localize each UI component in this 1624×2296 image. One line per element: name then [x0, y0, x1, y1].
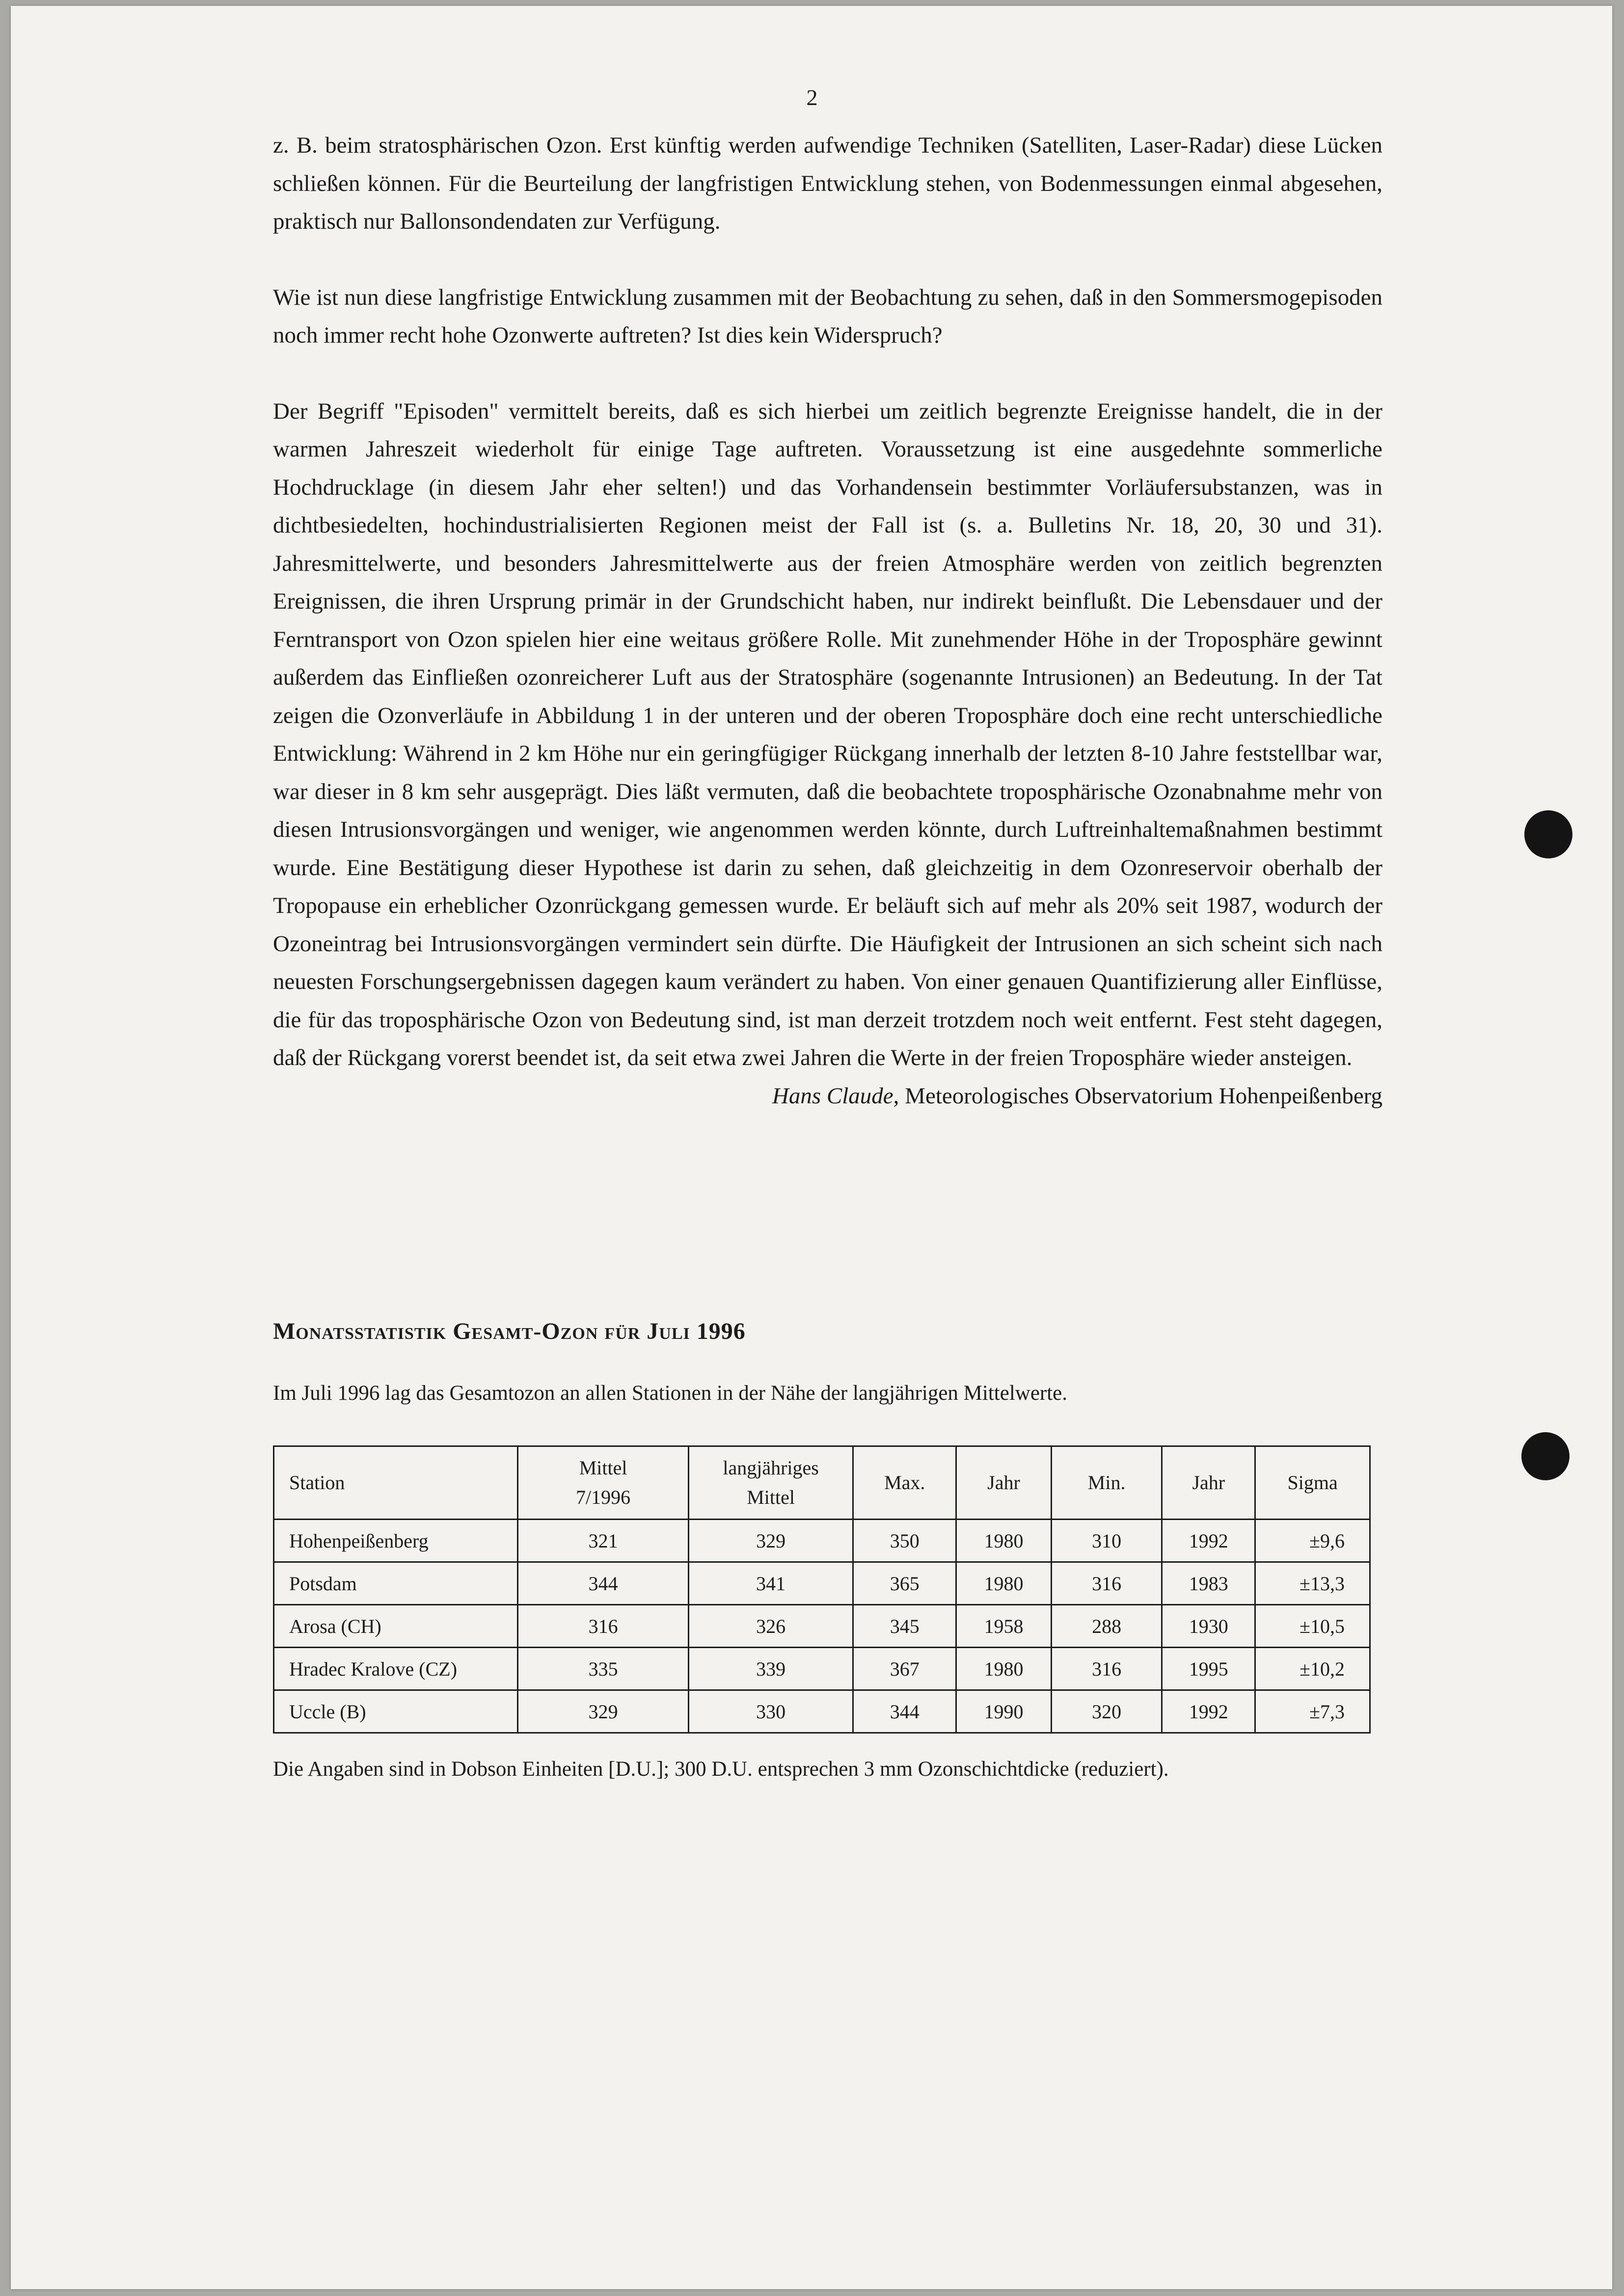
cell-min: 316	[1051, 1648, 1162, 1690]
cell-min-jahr: 1992	[1162, 1520, 1255, 1562]
cell-min-jahr: 1992	[1162, 1690, 1255, 1733]
cell-min-jahr: 1930	[1162, 1605, 1255, 1648]
table-row	[274, 1690, 1370, 1733]
cell-langjaehrig: 341	[688, 1562, 853, 1605]
cell-station: Uccle (B)	[274, 1690, 518, 1733]
cell-min-jahr: 1995	[1162, 1648, 1255, 1690]
header-station: Station	[274, 1446, 518, 1520]
header-max: Max.	[853, 1446, 956, 1520]
header-min: Min.	[1051, 1446, 1162, 1520]
cell-max-jahr: 1980	[956, 1648, 1052, 1690]
header-mittel-line1: Mittel	[579, 1457, 627, 1479]
cell-max: 367	[853, 1648, 956, 1690]
table-footnote: Die Angaben sind in Dobson Einheiten [D.U.]; 300 D.U. entsprechen 3 mm Ozonschichtdicke (reduziert).	[273, 1758, 1169, 1781]
header-langjaehrig-line2: Mittel	[747, 1486, 795, 1508]
table-header-row	[274, 1446, 1370, 1520]
cell-station: Hohenpeißenberg	[274, 1520, 518, 1562]
cell-min: 316	[1051, 1562, 1162, 1605]
author-institution: , Meteorologisches Observatorium Hohenpeißenberg	[893, 1083, 1382, 1109]
paragraph: Wie ist nun diese langfristige Entwicklung zusammen mit der Beobachtung zu sehen, daß in den Sommersmogepisoden noch immer recht hohe Ozonwerte auftreten? Ist dies kein Widerspruch?	[273, 284, 1382, 348]
cell-sigma: ±10,5	[1255, 1605, 1370, 1648]
cell-mittel: 316	[518, 1605, 688, 1648]
cell-sigma: ±10,2	[1255, 1648, 1370, 1690]
cell-mittel: 344	[518, 1562, 688, 1605]
cell-max-jahr: 1958	[956, 1605, 1052, 1648]
punch-hole-lower	[1521, 1432, 1570, 1480]
cell-langjaehrig: 339	[688, 1648, 853, 1690]
ozone-statistics-table	[273, 1445, 1371, 1734]
paragraph: z. B. beim stratosphärischen Ozon. Erst künftig werden aufwendige Techniken (Satelliten, Laser-Radar) diese Lücken schließen können. Für die Beurteilung der langfristigen Entwicklung stehen, von Bodenmessungen einmal abgesehen, praktisch nur Ballonsondendaten zur Verfügung.	[273, 133, 1382, 234]
page-number: 2	[806, 85, 818, 110]
header-langjaehrig-line1: langjähriges	[723, 1457, 819, 1479]
cell-max: 350	[853, 1520, 956, 1562]
cell-max: 345	[853, 1605, 956, 1648]
cell-min: 310	[1051, 1520, 1162, 1562]
cell-station: Arosa (CH)	[274, 1605, 518, 1648]
table-row	[274, 1520, 1370, 1562]
article-body	[273, 127, 1382, 1115]
cell-langjaehrig: 329	[688, 1520, 853, 1562]
cell-mittel: 335	[518, 1648, 688, 1690]
cell-sigma: ±9,6	[1255, 1520, 1370, 1562]
paragraph: Der Begriff "Episoden" vermittelt bereits, daß es sich hierbei um zeitlich begrenzte Ereignisse handelt, die in der warmen Jahreszeit wiederholt für einige Tage auftreten. Voraussetzung ist eine ausgedehnte sommerliche Hochdrucklage (in diesem Jahr eher selten!) und das Vorhandensein bestimmter Vorläufersubstanzen, was in dichtbesiedelten, hochindustrialisierten Regionen meist der Fall ist (s. a. Bulletins Nr. 18, 20, 30 und 31). Jahresmittelwerte, und besonders Jahresmittelwerte aus der freien Atmosphäre werden von zeitlich begrenzten Ereignissen, die ihren Ursprung primär in der Grundschicht haben, nur indirekt beinflußt. Die Lebensdauer und der Ferntransport von Ozon spielen hier eine weitaus größere Rolle. Mit zunehmender Höhe in der Troposphäre gewinnt außerdem das Einfließen ozonreicherer Luft aus der Stratosphäre (sogenannte Intrusionen) an Bedeutung. In der Tat zeigen die Ozonverläufe in Abbildung 1 in der unteren und der oberen Troposphäre doch eine recht unterschiedliche Entwicklung: Während in 2 km Höhe nur ein geringfügiger Rückgang innerhalb der letzten 8-10 Jahre feststellbar war, war dieser in 8 km sehr ausgeprägt. Dies läßt vermuten, daß die beobachtete troposphärische Ozonabnahme mehr von diesen Intrusionsvorgängen und weniger, wie angenommen werden könnte, durch Luftreinhaltemaßnahmen bestimmt wurde. Eine Bestätigung dieser Hypothese ist darin zu sehen, daß gleichzeitig in dem Ozonreservoir oberhalb der Tropopause ein erheblicher Ozonrückgang gemessen wurde. Er beläuft sich auf mehr als 20% seit 1987, wodurch der Ozoneintrag bei Intrusionsvorgängen vermindert sein dürfte. Die Häufigkeit der Intrusionen an sich scheint sich nach neuesten Forschungsergebnissen dagegen kaum verändert zu haben. Von einer genauen Quantifizierung aller Einflüsse, die für das troposphärische Ozon von Bedeutung sind, ist man derzeit trotzdem noch weit entfernt. Fest steht dagegen, daß der Rückgang vorerst beendet ist, da seit etwa zwei Jahren die Werte in der freien Troposphäre wieder ansteigen.	[273, 398, 1382, 1070]
header-min-jahr: Jahr	[1162, 1446, 1255, 1520]
cell-station: Potsdam	[274, 1562, 518, 1605]
cell-station: Hradec Kralove (CZ)	[274, 1648, 518, 1690]
header-max-jahr: Jahr	[956, 1446, 1052, 1520]
punch-hole-upper	[1524, 810, 1572, 858]
cell-max: 344	[853, 1690, 956, 1733]
cell-max: 365	[853, 1562, 956, 1605]
header-mittel	[518, 1446, 688, 1520]
cell-min: 320	[1051, 1690, 1162, 1733]
header-mittel-line2: 7/1996	[576, 1486, 631, 1508]
section-title: Monatsstatistik Gesamt-Ozon für Juli 1996	[273, 1318, 746, 1344]
cell-langjaehrig: 330	[688, 1690, 853, 1733]
cell-max-jahr: 1980	[956, 1520, 1052, 1562]
cell-max-jahr: 1980	[956, 1562, 1052, 1605]
cell-mittel: 329	[518, 1690, 688, 1733]
cell-sigma: ±13,3	[1255, 1562, 1370, 1605]
author-signature	[273, 1077, 1382, 1116]
cell-max-jahr: 1990	[956, 1690, 1052, 1733]
author-name: Hans Claude	[772, 1083, 893, 1109]
header-sigma: Sigma	[1255, 1446, 1370, 1520]
cell-mittel: 321	[518, 1520, 688, 1562]
section-intro: Im Juli 1996 lag das Gesamtozon an allen Stationen in der Nähe der langjährigen Mittelwerte.	[273, 1382, 1068, 1405]
cell-min: 288	[1051, 1605, 1162, 1648]
cell-langjaehrig: 326	[688, 1605, 853, 1648]
table-row	[274, 1605, 1370, 1648]
header-langjaehrig	[688, 1446, 853, 1520]
cell-sigma: ±7,3	[1255, 1690, 1370, 1733]
table-row	[274, 1562, 1370, 1605]
table-row	[274, 1648, 1370, 1690]
cell-min-jahr: 1983	[1162, 1562, 1255, 1605]
